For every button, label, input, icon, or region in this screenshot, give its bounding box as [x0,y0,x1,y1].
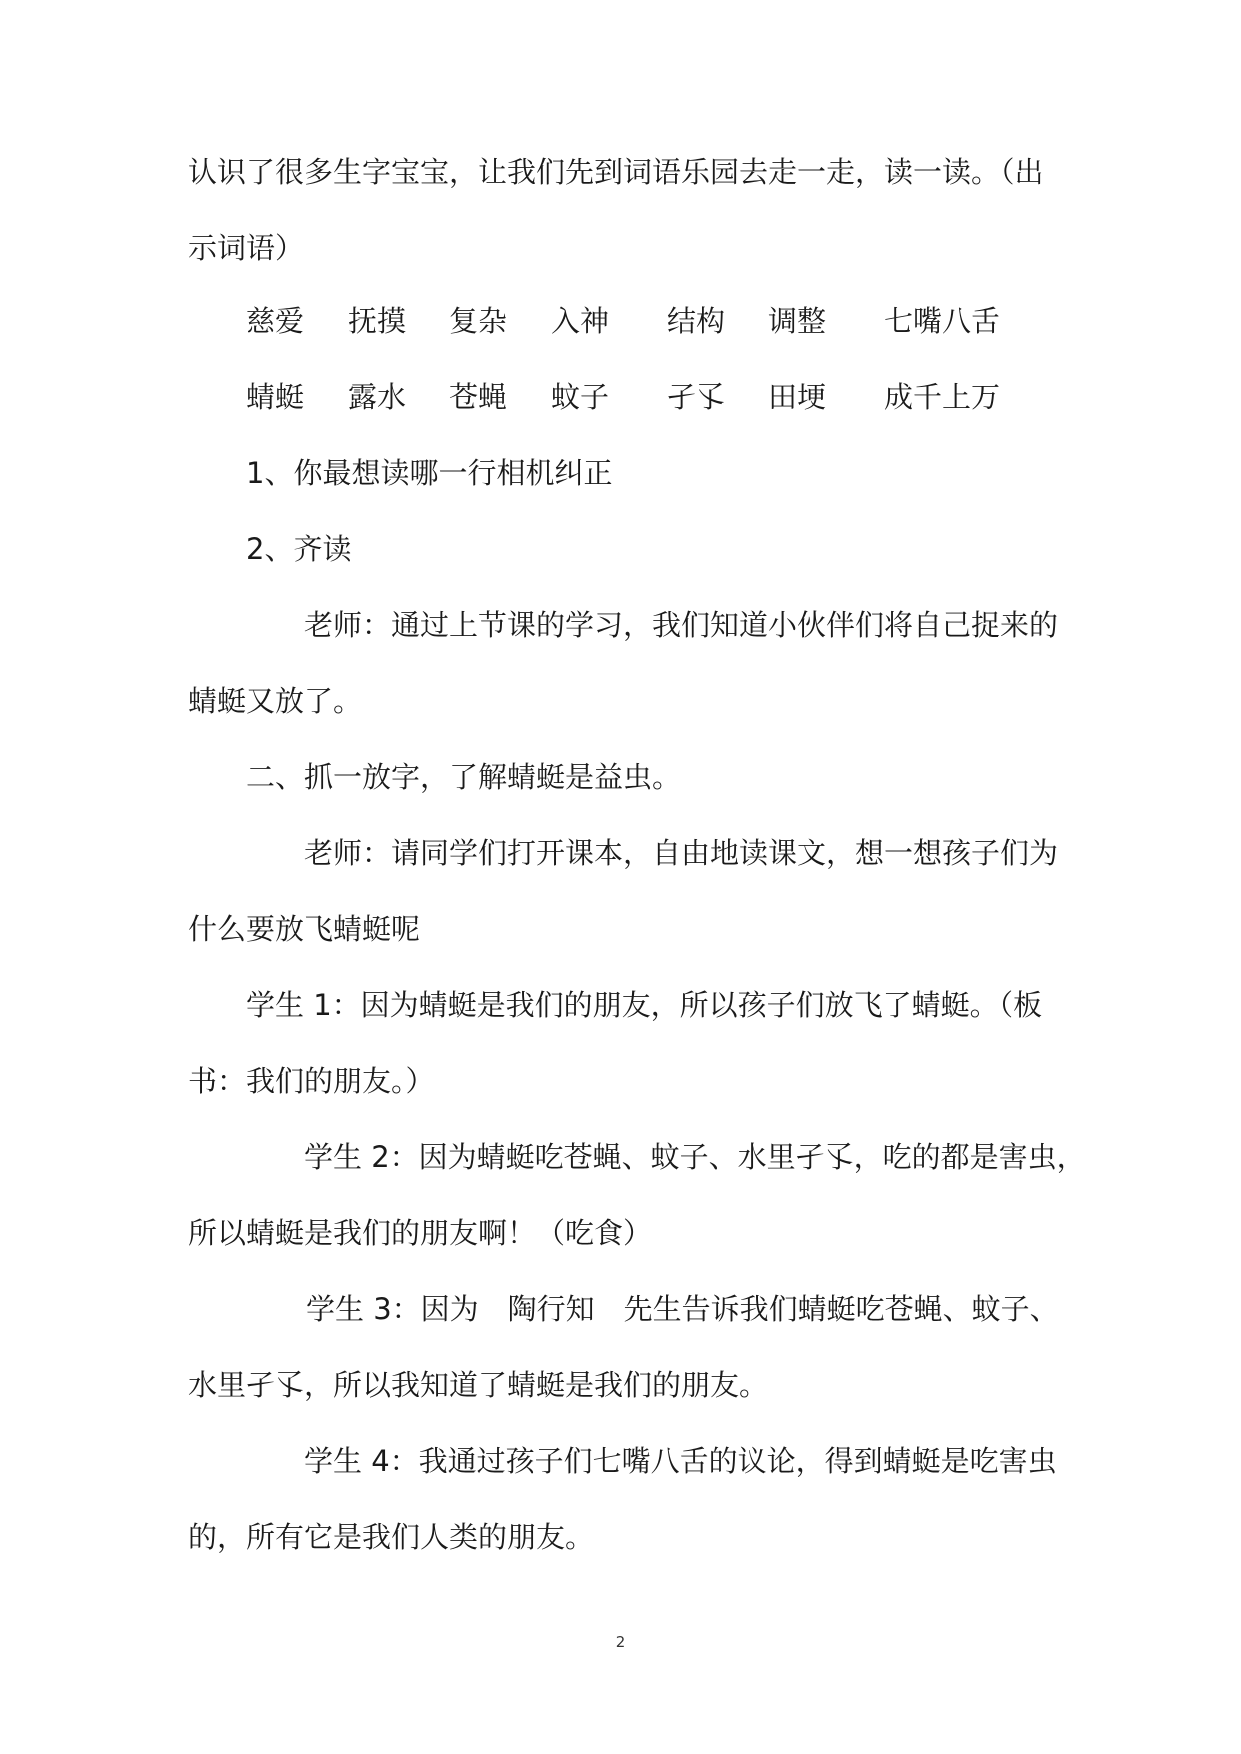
vocabulary-word: 七嘴八舌 [884,304,1001,338]
vocabulary-word: 抚摸 [348,304,407,338]
vocabulary-word: 成千上万 [884,380,1001,414]
vocabulary-word: 露水 [348,380,407,414]
paragraph-line: 什么要放飞蜻蜓呢 [188,912,421,946]
vocabulary-word: 蚊子 [551,380,610,414]
vocabulary-word: 入神 [551,304,610,338]
paragraph-line: 学生 2：因为蜻蜓吃苍蝇、蚊子、水里孑孓，吃的都是害虫， [304,1140,1086,1174]
page-number: 2 [615,1633,626,1651]
paragraph-line: 学生 4：我通过孩子们七嘴八舌的议论，得到蜻蜓是吃害虫 [304,1444,1057,1478]
word-row [0,301,1001,341]
paragraph-line: 水里孑孓，所以我知道了蜻蜓是我们的朋友。 [188,1368,769,1402]
paragraph-line: 学生 3：因为 陶行知 先生告诉我们蜻蜓吃苍蝇、蚊子、 [306,1292,1059,1326]
vocabulary-word: 调整 [768,304,827,338]
paragraph-line: 所以蜻蜓是我们的朋友啊！（吃食） [188,1216,653,1250]
vocabulary-word: 蜻蜓 [246,380,305,414]
paragraph-line: 蜻蜓又放了。 [188,684,363,718]
paragraph-line: 认识了很多生字宝宝，让我们先到词语乐园去走一走，读一读。（出 [188,155,1044,189]
paragraph-line: 老师：请同学们打开课本，自由地读课文，想一想孩子们为 [304,836,1059,870]
section-heading: 二、抓一放字，了解蜻蜓是益虫。 [246,760,682,794]
vocabulary-word: 慈爱 [246,304,305,338]
paragraph-line: 老师：通过上节课的学习，我们知道小伙伴们将自己捉来的 [304,608,1059,642]
list-item: 2、齐读 [246,532,352,566]
paragraph-line: 的，所有它是我们人类的朋友。 [188,1520,595,1554]
vocabulary-word: 苍蝇 [449,380,508,414]
paragraph-line: 示词语） [188,231,305,265]
word-row [0,377,1001,417]
vocabulary-word: 孑孓 [667,380,726,414]
vocabulary-word: 结构 [667,304,726,338]
vocabulary-word: 复杂 [449,304,508,338]
list-item: 1、你最想读哪一行相机纠正 [246,456,613,490]
paragraph-line: 学生 1：因为蜻蜓是我们的朋友，所以孩子们放飞了蜻蜓。（板 [246,988,1043,1022]
paragraph-line: 书：我们的朋友。） [188,1064,435,1098]
vocabulary-word: 田埂 [768,380,827,414]
